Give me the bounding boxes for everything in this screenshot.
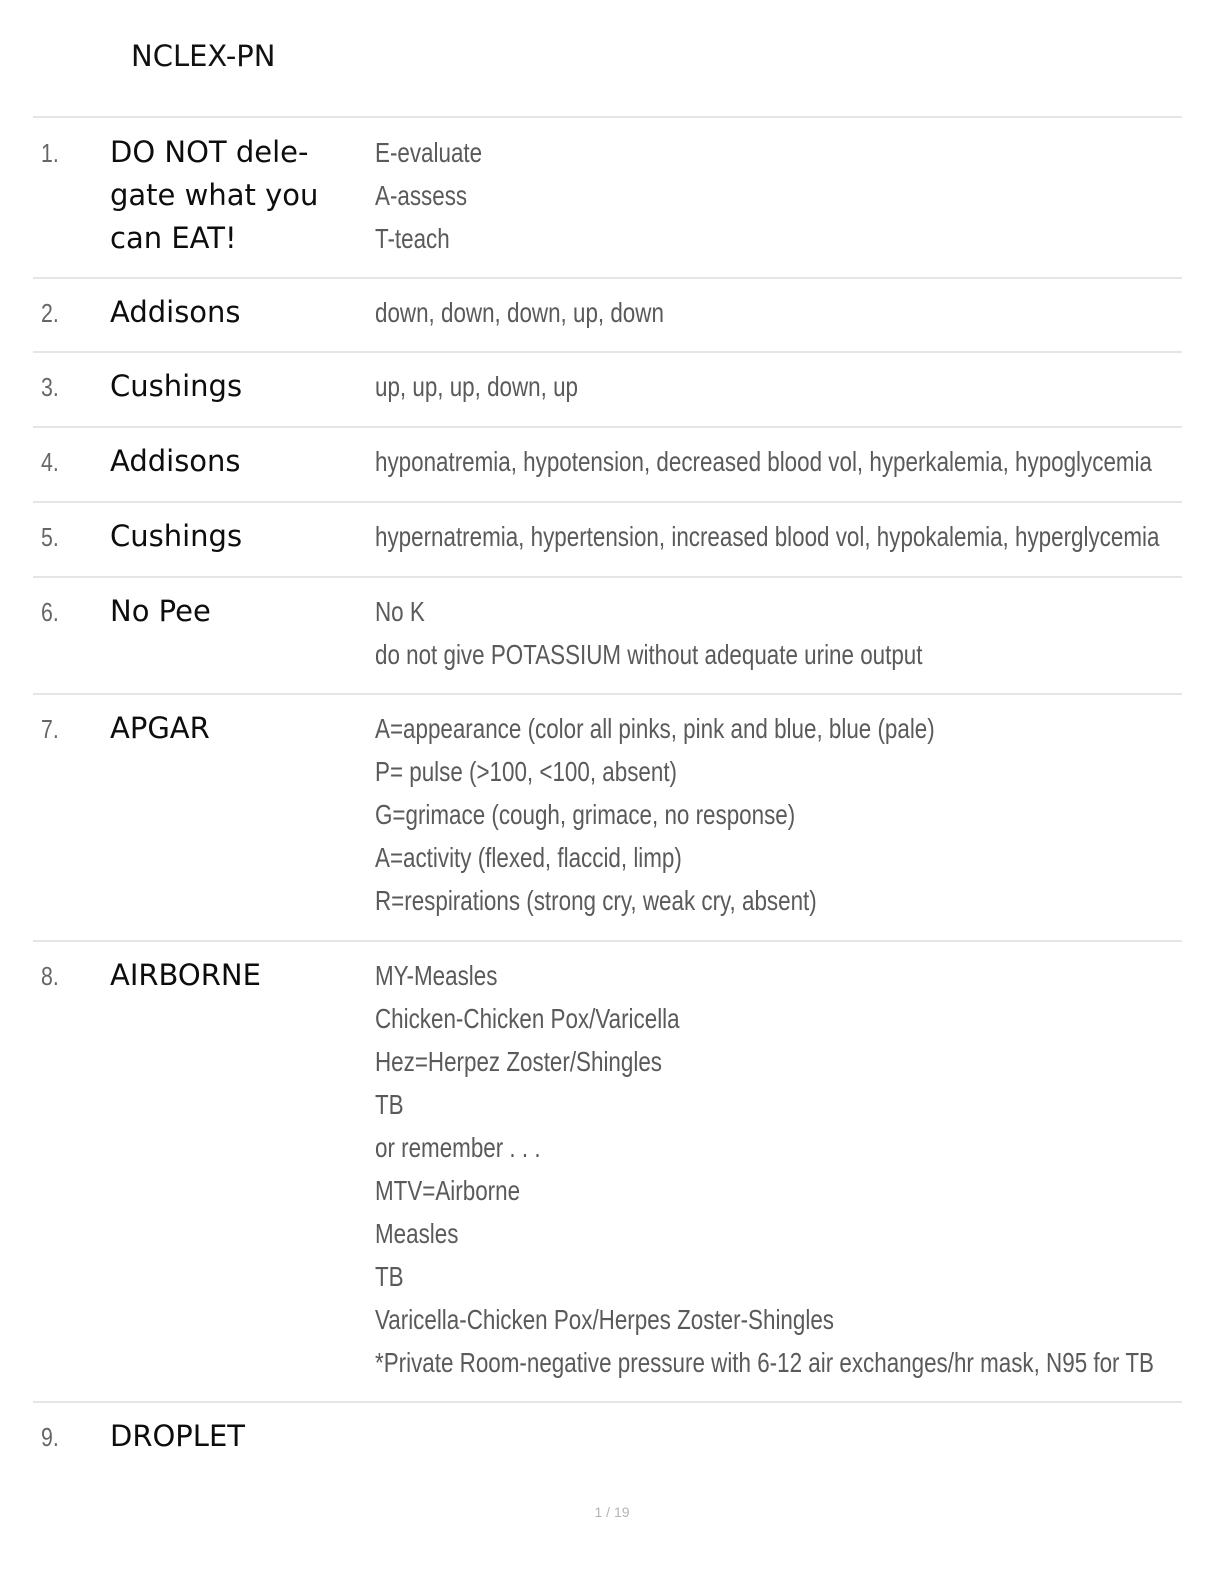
card-number: 7. bbox=[41, 714, 59, 744]
definition-line: Varicella-Chicken Pox/Herpes Zoster-Shingles bbox=[375, 1304, 834, 1335]
card-definition bbox=[375, 291, 1015, 334]
card-number: 8. bbox=[41, 961, 59, 991]
card-definition bbox=[375, 590, 1015, 676]
flashcard-row bbox=[33, 1403, 1182, 1483]
definition-line: hyponatremia, hypotension, decreased blood vol, hyperkalemia, hypoglycemia bbox=[375, 446, 1152, 477]
flashcard-list bbox=[33, 116, 1182, 1483]
card-number: 1. bbox=[41, 138, 59, 168]
definition-line: Chicken-Chicken Pox/Varicella bbox=[375, 1003, 680, 1034]
card-number: 6. bbox=[41, 597, 59, 627]
flashcard-row bbox=[33, 279, 1182, 353]
definition-line: G=grimace (cough, grimace, no response) bbox=[375, 799, 796, 830]
card-term: Addisons bbox=[110, 295, 241, 329]
card-number: 3. bbox=[41, 372, 59, 402]
flashcard-row bbox=[33, 942, 1182, 1403]
definition-line: down, down, down, up, down bbox=[375, 297, 664, 328]
card-term: Cushings bbox=[110, 519, 243, 553]
card-term: Addisons bbox=[110, 444, 241, 478]
card-term: APGAR bbox=[110, 711, 210, 745]
flashcard-row bbox=[33, 353, 1182, 428]
definition-line: Hez=Herpez Zoster/Shingles bbox=[375, 1046, 662, 1077]
card-number: 4. bbox=[41, 447, 59, 477]
definition-line: P= pulse (>100, <100, absent) bbox=[375, 756, 677, 787]
flashcard-row bbox=[33, 578, 1182, 695]
card-term: AIRBORNE bbox=[110, 958, 261, 992]
definition-line: up, up, up, down, up bbox=[375, 371, 578, 402]
card-number: 9. bbox=[41, 1422, 59, 1452]
definition-line: TB bbox=[375, 1261, 404, 1292]
card-term: DO NOT dele- gate what you can EAT! bbox=[110, 135, 319, 255]
flashcard-row bbox=[33, 503, 1182, 578]
definition-line: E-evaluate bbox=[375, 137, 483, 168]
flashcard-row bbox=[33, 695, 1182, 942]
definition-line: A-assess bbox=[375, 180, 468, 211]
flashcard-row bbox=[33, 428, 1182, 503]
page-number: 1 / 19 bbox=[594, 1504, 630, 1520]
definition-line: MY-Measles bbox=[375, 960, 498, 991]
card-number: 5. bbox=[41, 522, 59, 552]
definition-line: A=appearance (color all pinks, pink and blue, blue (pale) bbox=[375, 713, 935, 744]
flashcard-row bbox=[33, 118, 1182, 279]
definition-line: No K bbox=[375, 596, 425, 627]
definition-line: hypernatremia, hypertension, increased blood vol, hypokalemia, hyperglycemia bbox=[375, 521, 1160, 552]
card-term: No Pee bbox=[110, 594, 211, 628]
definition-line: or remember . . . bbox=[375, 1132, 541, 1163]
definition-line: T-teach bbox=[375, 223, 450, 254]
definition-line: MTV=Airborne bbox=[375, 1175, 521, 1206]
definition-line: *Private Room-negative pressure with 6-12 air exchanges/hr mask, N95 for TB bbox=[375, 1347, 1154, 1378]
definition-line: Measles bbox=[375, 1218, 459, 1249]
card-term: Cushings bbox=[110, 369, 243, 403]
card-definition bbox=[375, 954, 1154, 1384]
definition-line: do not give POTASSIUM without adequate urine output bbox=[375, 639, 923, 670]
definition-line: R=respirations (strong cry, weak cry, absent) bbox=[375, 885, 817, 916]
card-term: DROPLET bbox=[110, 1419, 245, 1453]
card-definition bbox=[375, 707, 1015, 922]
card-definition bbox=[375, 440, 1152, 483]
card-definition bbox=[375, 515, 1160, 558]
card-definition bbox=[375, 131, 1015, 260]
document-title: NCLEX-PN bbox=[131, 39, 276, 73]
card-definition bbox=[375, 365, 1015, 408]
card-number: 2. bbox=[41, 298, 59, 328]
definition-line: TB bbox=[375, 1089, 404, 1120]
definition-line: A=activity (flexed, flaccid, limp) bbox=[375, 842, 682, 873]
